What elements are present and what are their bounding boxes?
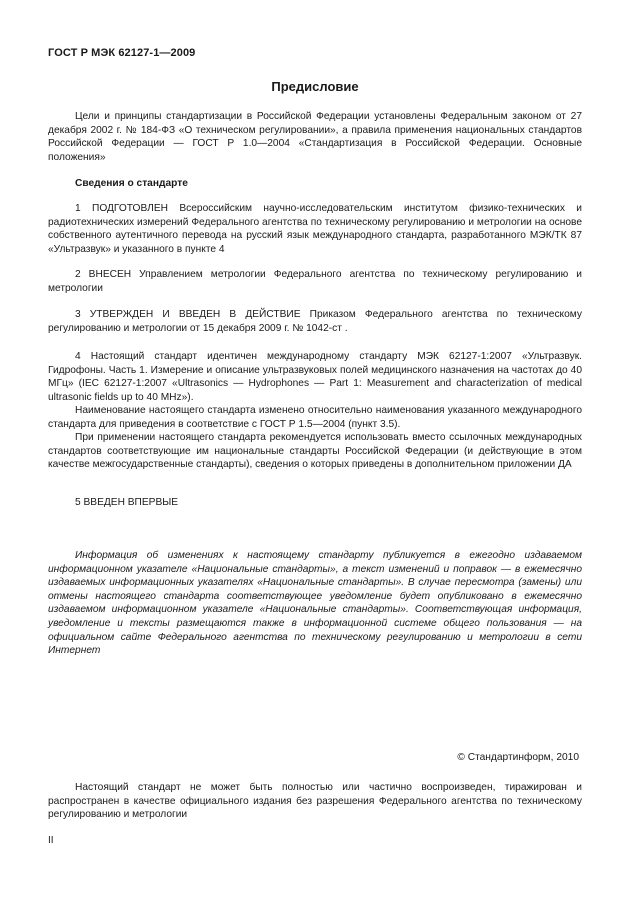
item-4-title-note: Наименование настоящего стандарта изменено относительно наименования указанного международного стандарта для приведения в соответствие с ГОСТ Р 1.5—2004 (пункт 3.5).	[48, 405, 582, 430]
item-1-prepared: 1 ПОДГОТОВЛЕН Всероссийским научно-исследовательским институтом физико-технических и радиотехнических измерений Федерального агентства по техническому регулированию и метрологии на основе собственного аутентичного перевода на русский язык международного стандарта, разработанного МЭК/ТК 87 «Ультразвук» и указанного в пункте 4	[48, 203, 582, 255]
intro-paragraph: Цели и принципы стандартизации в Российской Федерации установлены Федеральным законом от 27 декабря 2002 г. № 184-ФЗ «О техническом регулировании», а правила применения национальных стандартов Российской Федерации — ГОСТ Р 1.0—2004 «Стандартизация в Российской Федерации. Основные положения»	[48, 111, 582, 163]
document-code: ГОСТ Р МЭК 62127-1—2009	[48, 47, 196, 59]
item-4-references-note: При применении настоящего стандарта рекомендуется использовать вместо ссылочных международных стандартов соответствующие им национальные стандарты Российской Федерации (и действующие в этом качестве межгосударственные стандарты), сведения о которых приведены в дополнительном приложении ДА	[48, 432, 582, 471]
amendments-info-notice: Информация об изменениях к настоящему стандарту публикуется в ежегодно издаваемом информационном указателе «Национальные стандарты», а текст изменений и поправок — в ежемесячно издаваемых информационных указателях «Национальные стандарты». В случае пересмотра (замены) или отмены настоящего стандарта соответствующее уведомление будет опубликовано в ежемесячно издаваемом информационном указателе «Национальные стандарты». Соответствующая информация, уведомление и тексты размещаются также в информационной системе общего пользования — на официальном сайте Федерального агентства по техническому регулированию и метрологии в сети Интернет	[48, 550, 582, 657]
page-number: II	[48, 835, 54, 846]
reproduction-notice: Настоящий стандарт не может быть полностью или частично воспроизведен, тиражирован и распространен в качестве официального издания без разрешения Федерального агентства по техническому регулированию и метрологии	[48, 782, 582, 821]
item-5-first-introduced: 5 ВВЕДЕН ВПЕРВЫЕ	[75, 497, 179, 508]
item-2-submitted: 2 ВНЕСЕН Управлением метрологии Федерального агентства по техническому регулированию и метрологии	[48, 269, 582, 294]
item-3-approved: 3 УТВЕРЖДЕН И ВВЕДЕН В ДЕЙСТВИЕ Приказом Федерального агентства по техническому регулированию и метрологии от 15 декабря 2009 г. № 1042-ст .	[48, 309, 582, 334]
section-heading: Сведения о стандарте	[75, 178, 188, 189]
page-title: Предисловие	[271, 79, 359, 94]
item-4-identical: 4 Настоящий стандарт идентичен международному стандарту МЭК 62127-1:2007 «Ультразвук. Гидрофоны. Часть 1. Измерение и описание ультразвуковых полей медицинского назначения на частотах до 40 МГц» (IEC 62127-1:2007 «Ultrasonics — Hydrophones — Part 1: Measurement and characterization of medical ultrasonic fields up to 40 MHz»).	[48, 351, 582, 403]
copyright: © Стандартинформ, 2010	[457, 752, 579, 763]
